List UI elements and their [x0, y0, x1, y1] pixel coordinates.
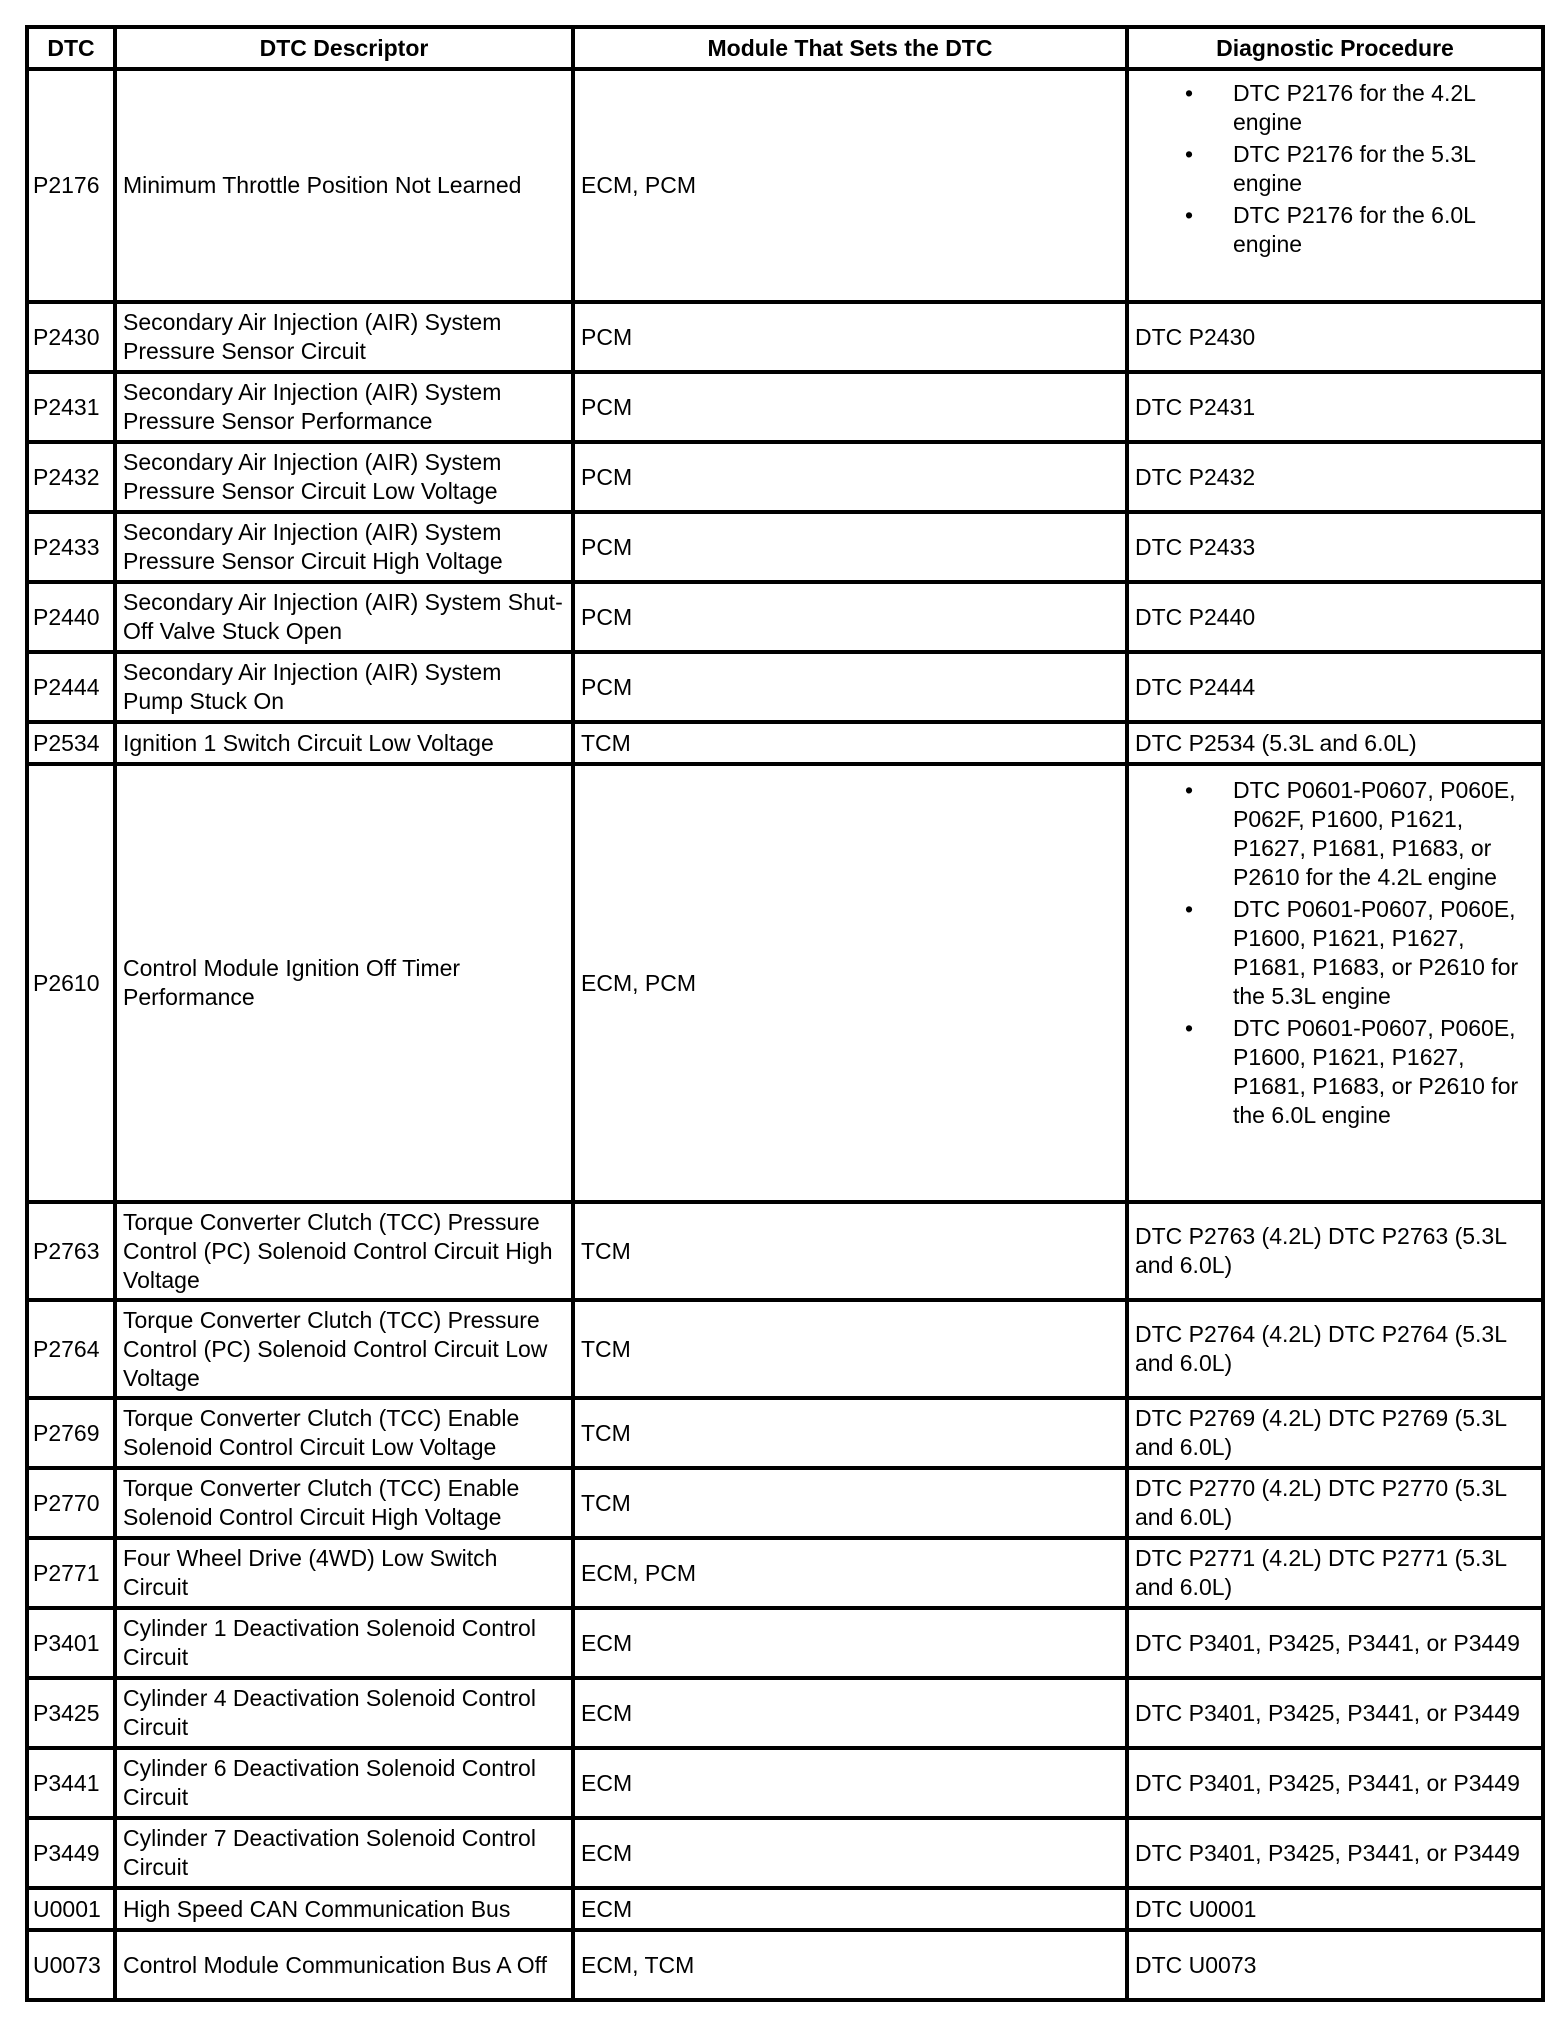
dtc-module: TCM: [573, 1202, 1127, 1300]
procedure-list-item: • DTC P2176 for the 4.2L engine: [1135, 79, 1535, 137]
table-row: [27, 764, 1543, 1202]
table-header: [27, 27, 1543, 69]
dtc-code: P2176: [27, 69, 115, 302]
dtc-descriptor: Cylinder 7 Deactivation Solenoid Control Circuit: [115, 1818, 573, 1888]
dtc-module: TCM: [573, 1398, 1127, 1468]
dtc-code: P2771: [27, 1538, 115, 1608]
dtc-code: P2763: [27, 1202, 115, 1300]
diagnostic-procedure: DTC P3401, P3425, P3441, or P3449: [1127, 1818, 1543, 1888]
table-row: [27, 1608, 1543, 1678]
diagnostic-procedure: DTC U0001: [1127, 1888, 1543, 1930]
diagnostic-procedure: DTC P3401, P3425, P3441, or P3449: [1127, 1748, 1543, 1818]
diagnostic-procedure: DTC P2534 (5.3L and 6.0L): [1127, 722, 1543, 764]
dtc-code: U0001: [27, 1888, 115, 1930]
dtc-code: P3449: [27, 1818, 115, 1888]
dtc-module: ECM, PCM: [573, 764, 1127, 1202]
header-procedure: Diagnostic Procedure: [1127, 27, 1543, 69]
dtc-descriptor: Secondary Air Injection (AIR) System Pressure Sensor Circuit: [115, 302, 573, 372]
dtc-descriptor: Control Module Communication Bus A Off: [115, 1930, 573, 2000]
diagnostic-procedure: DTC P2770 (4.2L) DTC P2770 (5.3L and 6.0L): [1127, 1468, 1543, 1538]
dtc-module: TCM: [573, 1468, 1127, 1538]
dtc-code: P2534: [27, 722, 115, 764]
header-row: [27, 27, 1543, 69]
table-row: [27, 1300, 1543, 1398]
dtc-descriptor: Secondary Air Injection (AIR) System Pressure Sensor Circuit Low Voltage: [115, 442, 573, 512]
procedure-list-item: • DTC P0601-P0607, P060E, P1600, P1621, P1627, P1681, P1683, or P2610 for the 5.3L engine: [1135, 895, 1535, 1011]
dtc-descriptor: High Speed CAN Communication Bus: [115, 1888, 573, 1930]
diagnostic-procedure: DTC P2431: [1127, 372, 1543, 442]
dtc-code: P3401: [27, 1608, 115, 1678]
dtc-descriptor: Torque Converter Clutch (TCC) Pressure Control (PC) Solenoid Control Circuit Low Voltage: [115, 1300, 573, 1398]
dtc-module: PCM: [573, 652, 1127, 722]
diagnostic-procedure: DTC P3401, P3425, P3441, or P3449: [1127, 1678, 1543, 1748]
dtc-module: ECM: [573, 1818, 1127, 1888]
diagnostic-procedure: DTC P2771 (4.2L) DTC P2771 (5.3L and 6.0L): [1127, 1538, 1543, 1608]
procedure-list: [1135, 79, 1535, 259]
table-row: [27, 69, 1543, 302]
procedure-list: [1135, 776, 1535, 1130]
dtc-code: P2440: [27, 582, 115, 652]
dtc-module: ECM, PCM: [573, 69, 1127, 302]
dtc-module: ECM, PCM: [573, 1538, 1127, 1608]
dtc-module: ECM: [573, 1888, 1127, 1930]
dtc-module: TCM: [573, 722, 1127, 764]
procedure-list-item: • DTC P2176 for the 6.0L engine: [1135, 201, 1535, 259]
dtc-descriptor: Cylinder 4 Deactivation Solenoid Control Circuit: [115, 1678, 573, 1748]
diagnostic-procedure: DTC P3401, P3425, P3441, or P3449: [1127, 1608, 1543, 1678]
table-row: [27, 302, 1543, 372]
dtc-module: TCM: [573, 1300, 1127, 1398]
dtc-code: P2764: [27, 1300, 115, 1398]
dtc-descriptor: Minimum Throttle Position Not Learned: [115, 69, 573, 302]
table-row: [27, 1202, 1543, 1300]
dtc-module: PCM: [573, 582, 1127, 652]
table-row: [27, 442, 1543, 512]
dtc-descriptor: Secondary Air Injection (AIR) System Pressure Sensor Performance: [115, 372, 573, 442]
diagnostic-procedure: DTC P2432: [1127, 442, 1543, 512]
diagnostic-procedure: DTC P2440: [1127, 582, 1543, 652]
dtc-descriptor: Ignition 1 Switch Circuit Low Voltage: [115, 722, 573, 764]
table-body: [27, 69, 1543, 2000]
dtc-module: PCM: [573, 302, 1127, 372]
diagnostic-procedure: DTC P2764 (4.2L) DTC P2764 (5.3L and 6.0L): [1127, 1300, 1543, 1398]
dtc-descriptor: Cylinder 1 Deactivation Solenoid Control Circuit: [115, 1608, 573, 1678]
dtc-descriptor: Torque Converter Clutch (TCC) Enable Solenoid Control Circuit High Voltage: [115, 1468, 573, 1538]
table-row: [27, 652, 1543, 722]
dtc-code: P3425: [27, 1678, 115, 1748]
header-dtc: DTC: [27, 27, 115, 69]
dtc-descriptor: Torque Converter Clutch (TCC) Pressure Control (PC) Solenoid Control Circuit High Voltage: [115, 1202, 573, 1300]
table-row: [27, 1930, 1543, 2000]
dtc-module: PCM: [573, 372, 1127, 442]
table-row: [27, 1398, 1543, 1468]
dtc-code: P2431: [27, 372, 115, 442]
header-descriptor: DTC Descriptor: [115, 27, 573, 69]
dtc-code: P2769: [27, 1398, 115, 1468]
table-row: [27, 582, 1543, 652]
table-row: [27, 1678, 1543, 1748]
dtc-module: PCM: [573, 512, 1127, 582]
dtc-descriptor: Cylinder 6 Deactivation Solenoid Control Circuit: [115, 1748, 573, 1818]
table-row: [27, 1818, 1543, 1888]
dtc-module: PCM: [573, 442, 1127, 512]
dtc-code: P2433: [27, 512, 115, 582]
table-row: [27, 1468, 1543, 1538]
table-row: [27, 1538, 1543, 1608]
procedure-list-item: • DTC P0601-P0607, P060E, P1600, P1621, P1627, P1681, P1683, or P2610 for the 6.0L engine: [1135, 1014, 1535, 1130]
procedure-list-item: • DTC P2176 for the 5.3L engine: [1135, 140, 1535, 198]
dtc-module: ECM: [573, 1678, 1127, 1748]
header-module: Module That Sets the DTC: [573, 27, 1127, 69]
table-row: [27, 512, 1543, 582]
table-row: [27, 1888, 1543, 1930]
dtc-module: ECM, TCM: [573, 1930, 1127, 2000]
dtc-code: P2432: [27, 442, 115, 512]
diagnostic-procedure: DTC P2430: [1127, 302, 1543, 372]
table-row: [27, 1748, 1543, 1818]
dtc-descriptor: Secondary Air Injection (AIR) System Pressure Sensor Circuit High Voltage: [115, 512, 573, 582]
procedure-list-item: • DTC P0601-P0607, P060E, P062F, P1600, P1621, P1627, P1681, P1683, or P2610 for the 4.2L engine: [1135, 776, 1535, 892]
dtc-code: P2770: [27, 1468, 115, 1538]
dtc-table: [25, 25, 1545, 2002]
dtc-code: P2444: [27, 652, 115, 722]
diagnostic-procedure: DTC U0073: [1127, 1930, 1543, 2000]
dtc-module: ECM: [573, 1748, 1127, 1818]
diagnostic-procedure: DTC P2433: [1127, 512, 1543, 582]
dtc-descriptor: Secondary Air Injection (AIR) System Shut-Off Valve Stuck Open: [115, 582, 573, 652]
diagnostic-procedure: [1127, 764, 1543, 1202]
dtc-code: P2430: [27, 302, 115, 372]
dtc-code: U0073: [27, 1930, 115, 2000]
dtc-code: P3441: [27, 1748, 115, 1818]
dtc-descriptor: Secondary Air Injection (AIR) System Pump Stuck On: [115, 652, 573, 722]
diagnostic-procedure: [1127, 69, 1543, 302]
table-row: [27, 372, 1543, 442]
dtc-descriptor: Control Module Ignition Off Timer Performance: [115, 764, 573, 1202]
dtc-descriptor: Four Wheel Drive (4WD) Low Switch Circuit: [115, 1538, 573, 1608]
dtc-descriptor: Torque Converter Clutch (TCC) Enable Solenoid Control Circuit Low Voltage: [115, 1398, 573, 1468]
dtc-module: ECM: [573, 1608, 1127, 1678]
table-row: [27, 722, 1543, 764]
diagnostic-procedure: DTC P2769 (4.2L) DTC P2769 (5.3L and 6.0L): [1127, 1398, 1543, 1468]
diagnostic-procedure: DTC P2763 (4.2L) DTC P2763 (5.3L and 6.0L): [1127, 1202, 1543, 1300]
diagnostic-procedure: DTC P2444: [1127, 652, 1543, 722]
dtc-code: P2610: [27, 764, 115, 1202]
